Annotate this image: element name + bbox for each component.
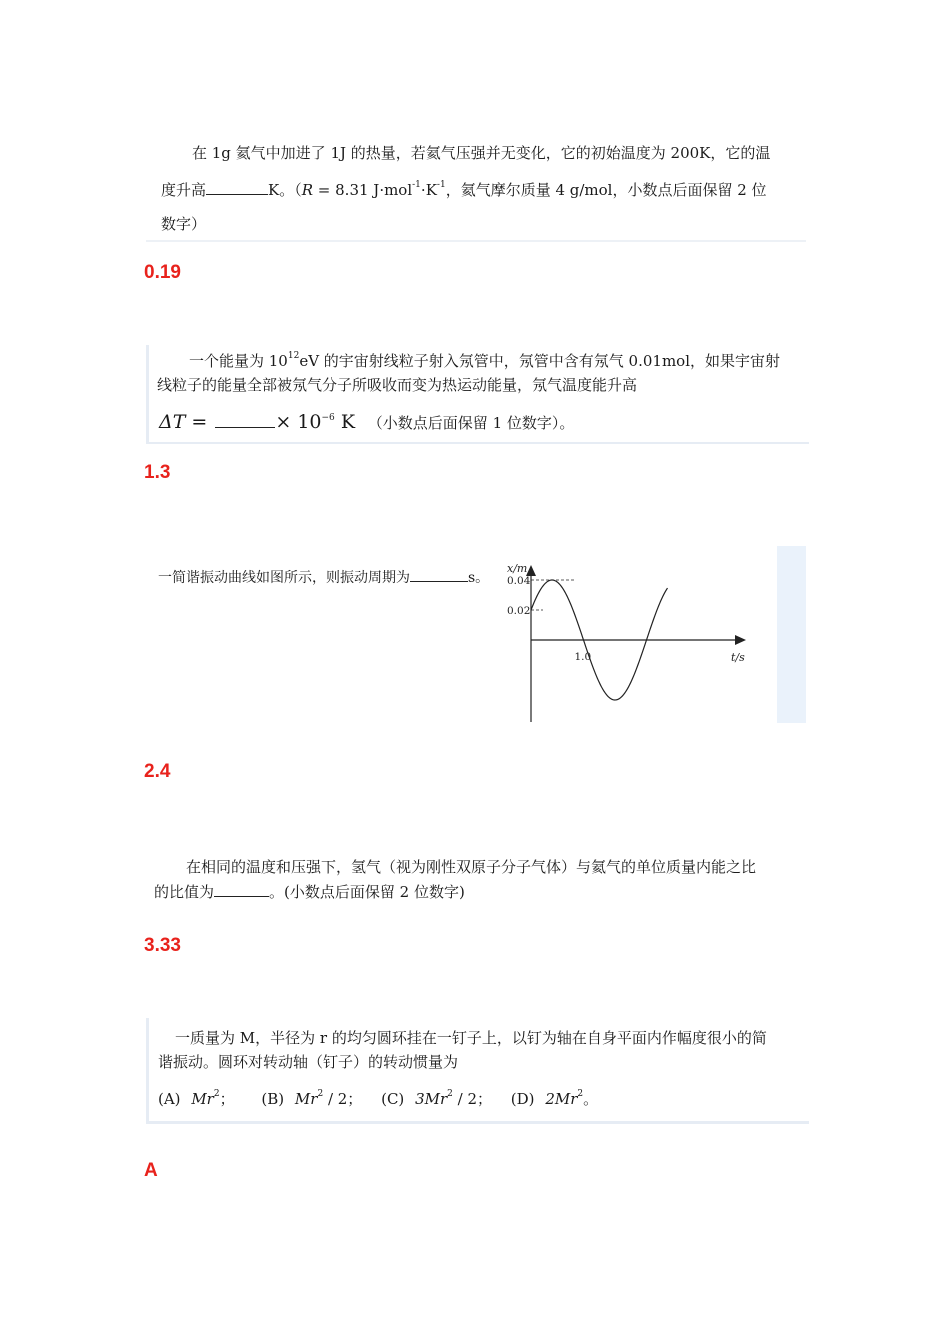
option-a-formula: Mr	[191, 1090, 214, 1108]
option-b-formula: Mr	[294, 1090, 318, 1108]
option-d-label: (D)	[510, 1090, 535, 1108]
q2-delta-t: ΔT =	[159, 411, 208, 433]
y-axis-label: x/m	[507, 562, 528, 575]
q4-line-2	[154, 882, 465, 902]
q5-options	[158, 1089, 598, 1109]
option-c-tail: / 2；	[452, 1090, 493, 1108]
answer-5: A	[144, 1160, 158, 1181]
option-a-sep: ；	[219, 1090, 235, 1108]
option-c-exponent: 2	[447, 1089, 453, 1099]
q2-note: （小数点后面保留 1 位数字）。	[367, 414, 575, 432]
answer-2: 1.3	[144, 462, 171, 483]
question-5-card	[146, 1018, 809, 1124]
q3-text-pre: 一简谐振动曲线如图所示，则振动周期为	[158, 570, 410, 586]
q4-text: 。(小数点后面保留 2 位数字)	[269, 883, 465, 901]
answer-3: 2.4	[144, 761, 171, 782]
q1-line-3: 数字）	[161, 215, 207, 233]
q3-text-post: s。	[468, 570, 490, 586]
option-d-exponent: 2	[577, 1089, 584, 1099]
question-4-card	[146, 845, 806, 915]
q1-text: ，氦气摩尔质量 4 g/mol，小数点后面保留 2 位	[445, 181, 767, 199]
x-tick-label: 1.0	[574, 651, 592, 663]
option-a-exponent: 2	[213, 1089, 220, 1099]
q2-unit: K	[334, 411, 356, 433]
answer-4: 3.33	[144, 935, 181, 956]
option-d-formula: 2Mr	[545, 1090, 578, 1108]
answer-blank	[214, 882, 269, 897]
q5-line-2: 谐振动。圆环对转动轴（钉子）的转动惯量为	[158, 1053, 459, 1071]
q2-line-2: 线粒子的能量全部被氖气分子所吸收而变为热运动能量，氖气温度能升高	[157, 376, 638, 394]
q1-text: 度升高	[161, 181, 207, 199]
q1-exponent: -1	[436, 180, 446, 190]
q4-text: 的比值为	[154, 883, 215, 901]
option-d-end: 。	[583, 1090, 599, 1108]
q2-text: eV 的宇宙射线粒子射入氖管中，氖管中含有氖气 0.01mol，如果宇宙射	[299, 352, 781, 370]
y-tick-label: 0.04	[507, 575, 531, 587]
q2-exponent: −6	[321, 413, 335, 423]
x-axis-label: t/s	[731, 651, 745, 664]
q1-symbol-r: R	[301, 181, 314, 199]
option-c-formula: 3Mr	[415, 1090, 448, 1108]
x-axis-arrow	[735, 635, 746, 645]
q1-exponent: -1	[412, 180, 421, 190]
option-b-exponent: 2	[317, 1089, 324, 1099]
q1-unit: K。（	[268, 181, 302, 199]
q5-line-1: 一质量为 M，半径为 r 的均匀圆环挂在一钉子上，以钉为轴在自身平面内作幅度很小的简	[175, 1029, 767, 1047]
option-b-label: (B)	[261, 1090, 285, 1108]
option-a-label: (A)	[158, 1090, 181, 1108]
q2-exponent: 12	[287, 351, 300, 361]
q1-gas-constant: = 8.31 J·mol	[313, 181, 413, 199]
answer-1: 0.19	[144, 262, 181, 283]
option-c-label: (C)	[381, 1090, 405, 1108]
q1-kelvin: ·K	[420, 181, 437, 199]
q2-times: × 10	[275, 411, 322, 433]
q4-line-1: 在相同的温度和压强下，氢气（视为刚性双原子分子气体）与氦气的单位质量内能之比	[186, 858, 757, 876]
option-b-tail: / 2；	[323, 1090, 363, 1108]
q1-line-1: 在 1g 氦气中加进了 1J 的热量，若氦气压强并无变化，它的初始温度为 200K，它的温	[192, 144, 771, 162]
y-tick-label: 0.02	[507, 605, 531, 617]
q2-text: 一个能量为 10	[189, 352, 288, 370]
